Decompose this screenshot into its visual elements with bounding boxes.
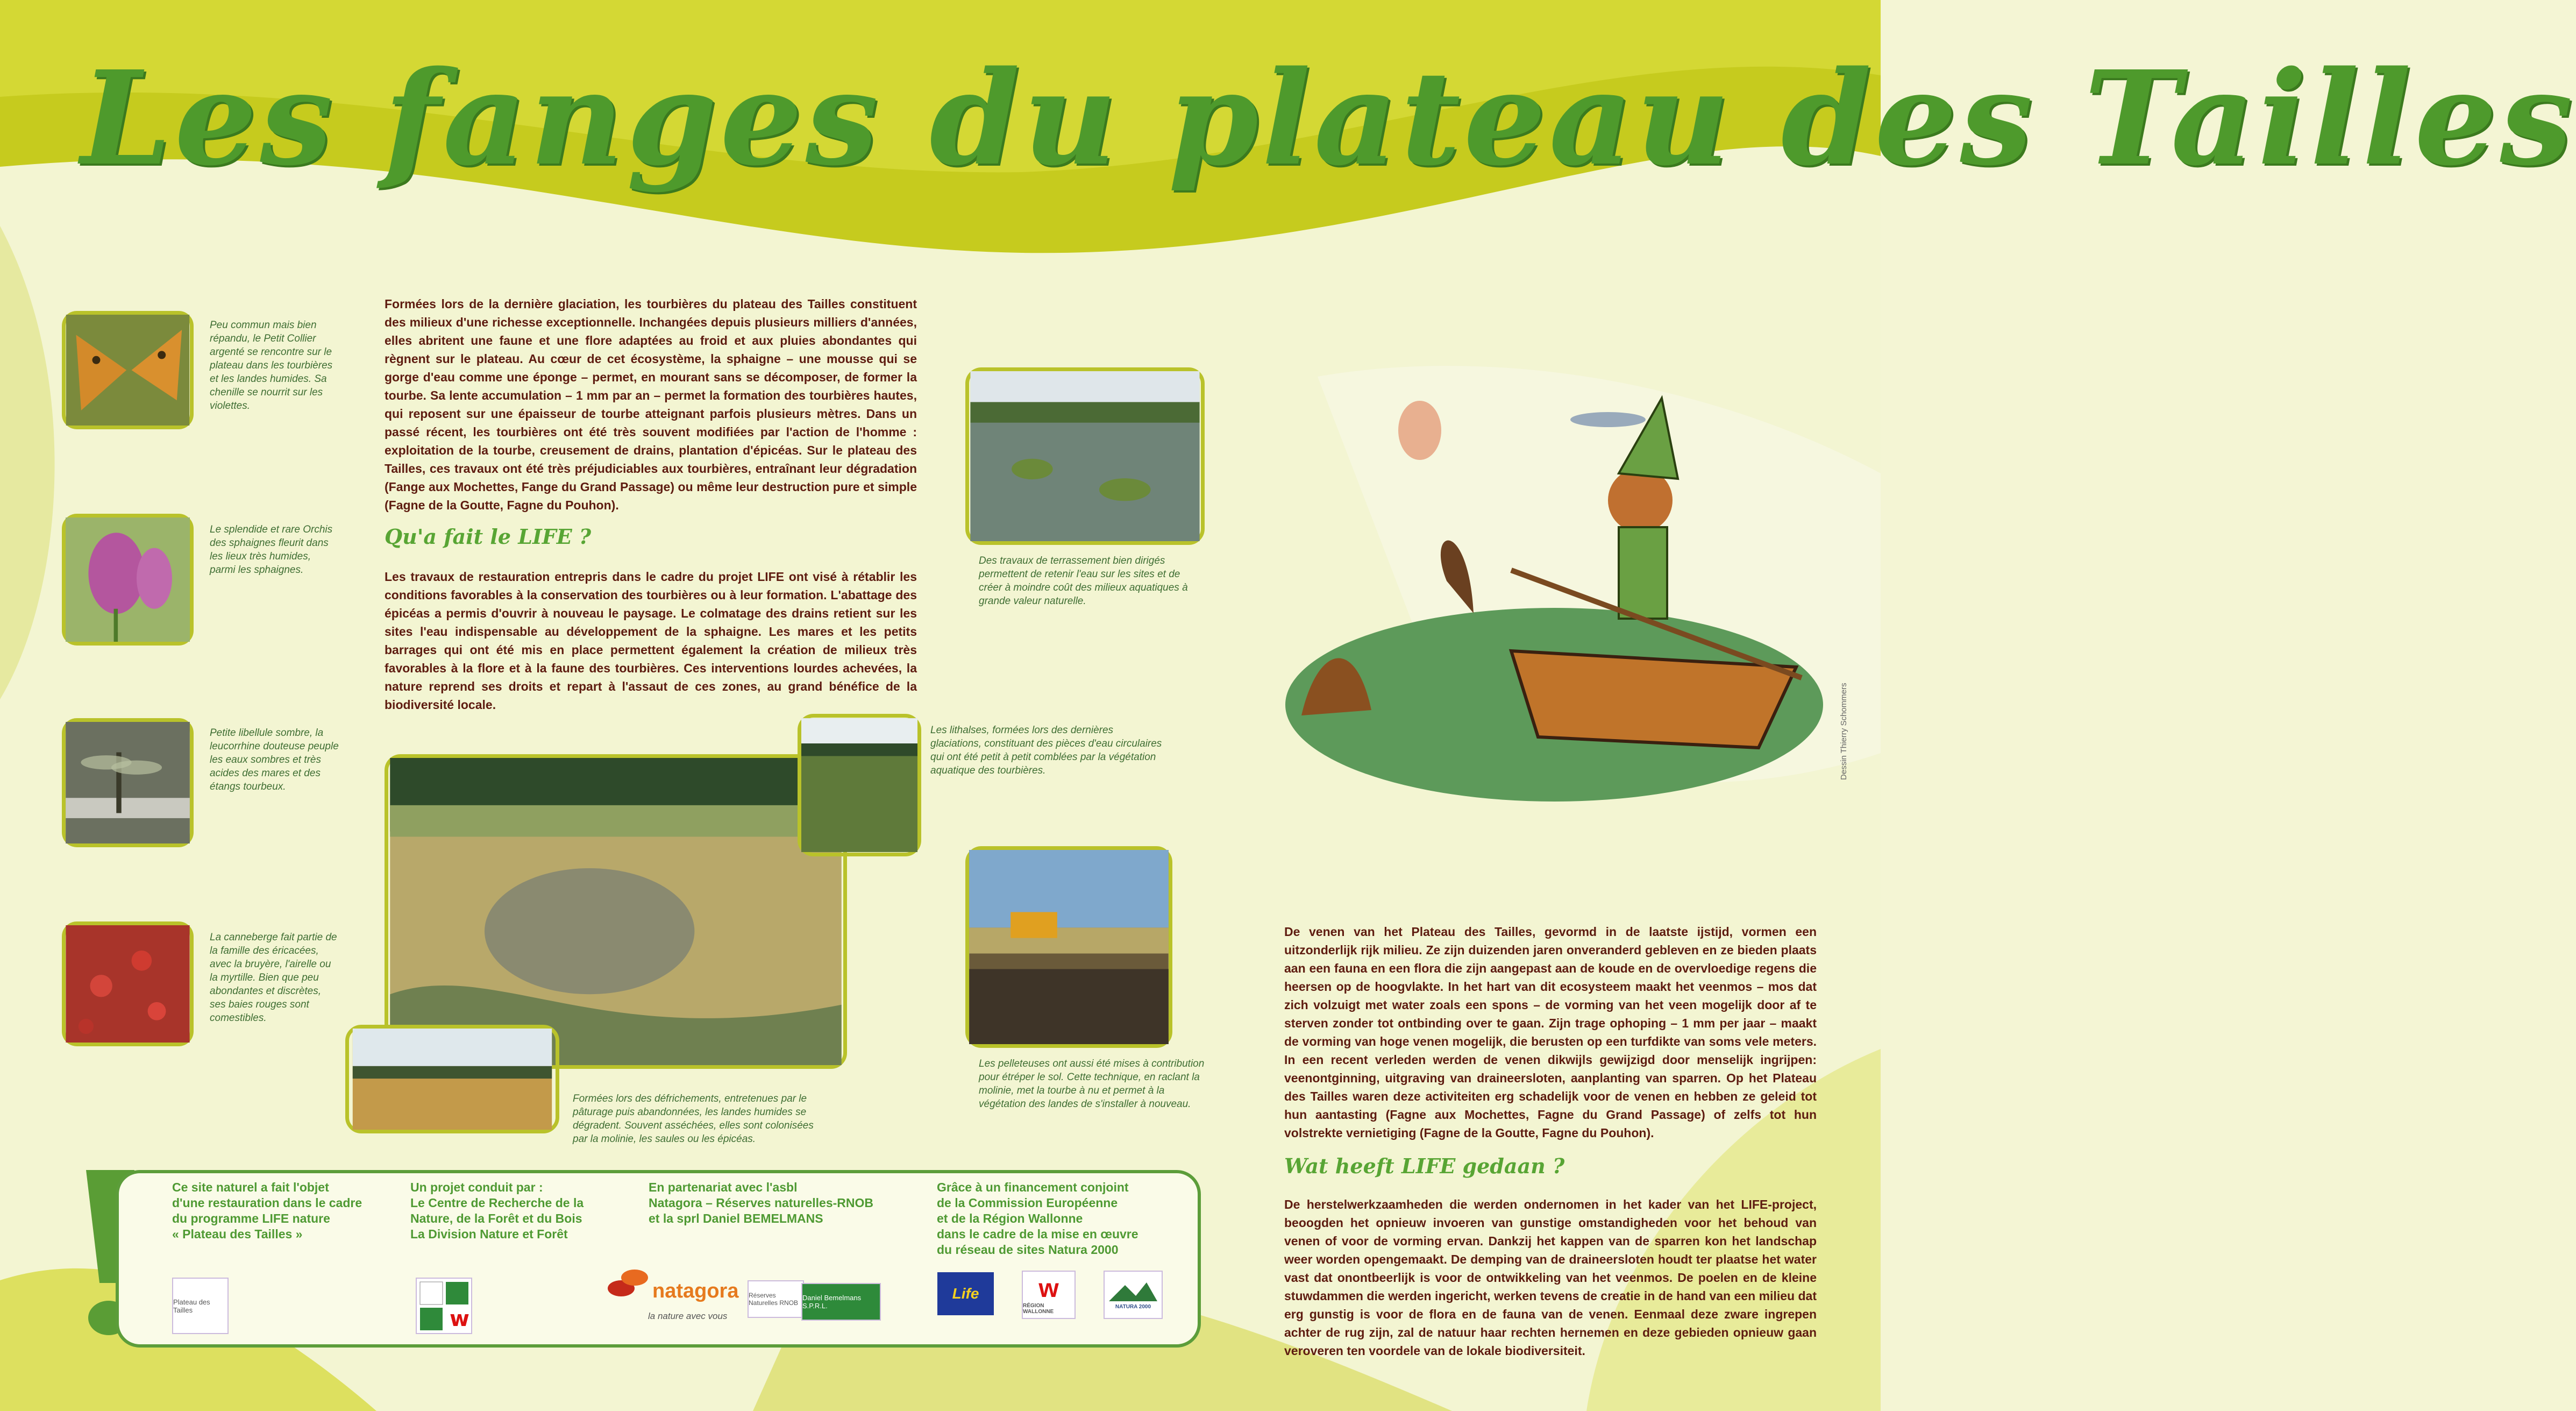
region-wallonne-logo	[1022, 1271, 1076, 1319]
lithalses-photo	[798, 714, 921, 856]
illustration-credit: Dessin Thierry Schommers	[1839, 683, 1848, 780]
svg-text:w: w	[449, 1306, 469, 1331]
cranberry-photo	[62, 921, 194, 1046]
footer-line: Ce site naturel a fait l'objet	[172, 1180, 329, 1194]
nl-life-text: De herstelwerkzaamheden die werden ondernomen in het kader van het LIFE-project, beoogden het opnieuw invoeren van gunstige omstandigheden voor het behoud van venen of voor de vorming ervan. Dankzij het kappen van de sparren kon het landschap weer worden opengemaakt. De demping van de draineersloten houdt ter plaatse het water vast dat onontbeerlijk is voor de ontwikkeling van het veenmos. De poelen en de kleine stuwdammen die werden ingericht, werken tevens de creatie in de hand van een milieu dat erg gunstig is voor de flora en de fauna van de venen. Eenmaal deze zware ingrepen achter de rug zijn, zal de natuur haar rechten hernemen en deze gebieden opnieuw gaan veroveren ten voordele van de lokale biodiversiteit.	[1284, 1197, 1817, 1358]
butterfly-photo	[62, 311, 194, 429]
nl-life-heading: Wat heeft LIFE gedaan ?	[1284, 1154, 1565, 1178]
dragonfly-photo	[62, 718, 194, 847]
plateau-des-tailles-logo: Plateau des Tailles	[172, 1278, 229, 1334]
fr-life-heading: Qu'a fait le LIFE ?	[385, 524, 592, 549]
footer-line: En partenariat avec l'asbl	[649, 1180, 798, 1194]
footer-partners-text	[649, 1180, 873, 1226]
dnf-logo	[416, 1278, 472, 1334]
footer-line: du programme LIFE nature	[172, 1211, 330, 1225]
footer-line: Natagora – Réserves naturelles-RNOB	[649, 1196, 873, 1210]
footer-line: Un projet conduit par :	[410, 1180, 543, 1194]
natagora-tagline: la nature avec vous	[648, 1311, 728, 1321]
fr-intro-text: Formées lors de la dernière glaciation, les tourbières du plateau des Tailles constituent des milieux d'une richesse exceptionnelle. Inchangées depuis plusieurs milliers d'années, elles abritent une faune et une flore adaptées au froid et aux pluies abondantes qui règnent sur le plateau. Au cœur de cet écosystème, la sphaigne – une mousse qui se gorge d'eau comme une éponge – permet, en mourant sans se décomposer, de former la tourbe. Sa lente accumulation – 1 mm par an – permet la formation des tourbières hautes, qui reposent sur une épaisseur de tourbe atteignant parfois plusieurs mètres. Dans un passé récent, les tourbières ont été très souvent modifiées par l'action de l'homme : exploitation de la tourbe, creusement de drains, plantation d'épicéas. Sur le plateau des Tailles, ces travaux ont été très préjudiciables aux tourbières, entraînant leur dégradation (Fange aux Mochettes, Fange du Grand Passage) ou même leur destruction pure et simple (Fagne de la Goutte, Fagne du Pouhon).	[385, 297, 917, 512]
page-title: Les fanges du plateau des Tailles	[81, 42, 2576, 194]
region-logo-text: RÉGION WALLONNE	[1023, 1303, 1054, 1315]
natura-logo-text: NATURA 2000	[1115, 1304, 1151, 1310]
orchid-caption: Le splendide et rare Orchis des sphaignes fleurit dans les lieux très humides, parmi les sphaignes.	[210, 524, 333, 576]
cranberry-caption: La canneberge fait partie de la famille des éricacées, avec la bruyère, l'airelle ou la myrtille. Bien que peu abondantes et discrètes, ses baies rouges sont comestibles.	[210, 932, 337, 1024]
bemelmans-logo: Daniel Bemelmans S.P.R.L.	[801, 1283, 881, 1321]
excavator-photo	[965, 846, 1172, 1048]
footer-line: dans le cadre de la mise en œuvre	[937, 1227, 1138, 1241]
lithalses-caption: Les lithalses, formées lors des dernières glaciations, constituant des pièces d'eau circulaires qui ont été petit à petit comblées par la végétation aquatique des tourbières.	[930, 725, 1162, 776]
footer-line: et la sprl Daniel BEMELMANS	[649, 1211, 823, 1225]
life-logo-text: Life	[952, 1285, 979, 1302]
natagora-wordmark: natagora	[652, 1280, 739, 1302]
footer-line: d'une restauration dans le cadre	[172, 1196, 362, 1210]
excavator-caption: Les pelleteuses ont aussi été mises à contribution pour étréper le sol. Cette technique, en raclant la molinie, met la tourbe à nu et permet à la végétation des landes de s'installer à nouveau.	[979, 1058, 1205, 1110]
fr-life-text: Les travaux de restauration entrepris dans le cadre du projet LIFE ont visé à rétablir les conditions favorables à la conservation des tourbières ou à leur formation. L'abattage des épicéas a permis d'ouvrir à nouveau le paysage. Le colmatage des drains retient sur les sites l'eau indispensable au développement de la sphaigne. Les mares et les petits barrages qui ont été mis en place permettent également la création de milieux très favorables à la flore et à la faune des tourbières. Ces interventions lourdes achevées, la nature reprend ses droits et repart à l'assaut de ces zones, au grand bénéfice de la biodiversité locale.	[385, 570, 917, 712]
footer-line: La Division Nature et Forêt	[410, 1227, 568, 1241]
footer-project-text	[410, 1180, 583, 1242]
natura-2000-logo	[1104, 1271, 1163, 1319]
pond-photo	[965, 367, 1205, 545]
rnob-logo: Réserves Naturelles RNOB	[748, 1280, 804, 1318]
footer-funding-text	[937, 1180, 1138, 1258]
footer-line: de la Commission Européenne	[937, 1196, 1118, 1210]
footer-line: Nature, de la Forêt et du Bois	[410, 1211, 582, 1225]
eu-life-logo	[937, 1272, 994, 1315]
footer-restoration-text	[172, 1180, 362, 1242]
footer-line: Le Centre de Recherche de la	[410, 1196, 584, 1210]
heath-caption: Formées lors des défrichements, entretenues par le pâturage puis abandonnées, les landes humides se dégradent. Souvent asséchées, elles sont colonisées par la molinie, les saules ou les épicéas.	[573, 1093, 814, 1145]
pond-caption: Des travaux de terrassement bien dirigés permettent de retenir l'eau sur les sites et de créer à moindre coût des milieux aquatiques à grande valeur naturelle.	[979, 555, 1188, 607]
elf-boat-illustration	[1285, 366, 1839, 812]
footer-line: et de la Région Wallonne	[937, 1211, 1083, 1225]
landscape-photo	[385, 754, 847, 1069]
butterfly-caption: Peu commun mais bien répandu, le Petit Collier argenté se rencontre sur le plateau dans les tourbières et les landes humides. Sa chenille se nourrit sur les violettes.	[210, 320, 333, 412]
heath-photo	[345, 1025, 559, 1133]
nl-intro-text: De venen van het Plateau des Tailles, gevormd in de laatste ijstijd, vormen een uitzonderlijk rijk milieu. Ze zijn duizenden jaren onveranderd gebleven en ze bieden plaats aan een fauna en een flora die zijn aangepast aan de koude en de overvloedige regens die heersen op de hoogvlakte. In het hart van dit ecosysteem maakt het veenmos – mos dat zich volzuigt met water zoals een spons – de vorming van het veen mogelijk door af te sterven zonder tot ontbinding over te gaan. Zijn trage ophoping – 1 mm per jaar – maakt de vorming van hoge venen mogelijk, die berusten op een turfdikte van soms vele meters. In een recent verleden werden de venen dikwijls gewijzigd door menselijk ingrijpen: veenontginning, uitgraving van draineersloten, aanplanting van sparren. Op het Plateau des Tailles waren deze activiteiten erg schadelijk voor de venen en hebben ze geleid tot hun aantasting (Fagne aux Mochettes, Fagne du Grand Passage) of zelfs tot hun volstrekte vernietiging (Fagne de la Goutte, Fagne du Pouhon).	[1284, 925, 1817, 1140]
natagora-logo	[605, 1267, 739, 1326]
region-logo-mark: w	[1038, 1274, 1059, 1303]
dragonfly-caption: Petite libellule sombre, la leucorrhine douteuse peuple les eaux sombres et très acides des mares et des étangs tourbeux.	[210, 727, 339, 792]
footer-line: Grâce à un financement conjoint	[937, 1180, 1129, 1194]
footer-line: « Plateau des Tailles »	[172, 1227, 303, 1241]
footer-line: du réseau de sites Natura 2000	[937, 1243, 1119, 1257]
orchid-photo	[62, 514, 194, 646]
